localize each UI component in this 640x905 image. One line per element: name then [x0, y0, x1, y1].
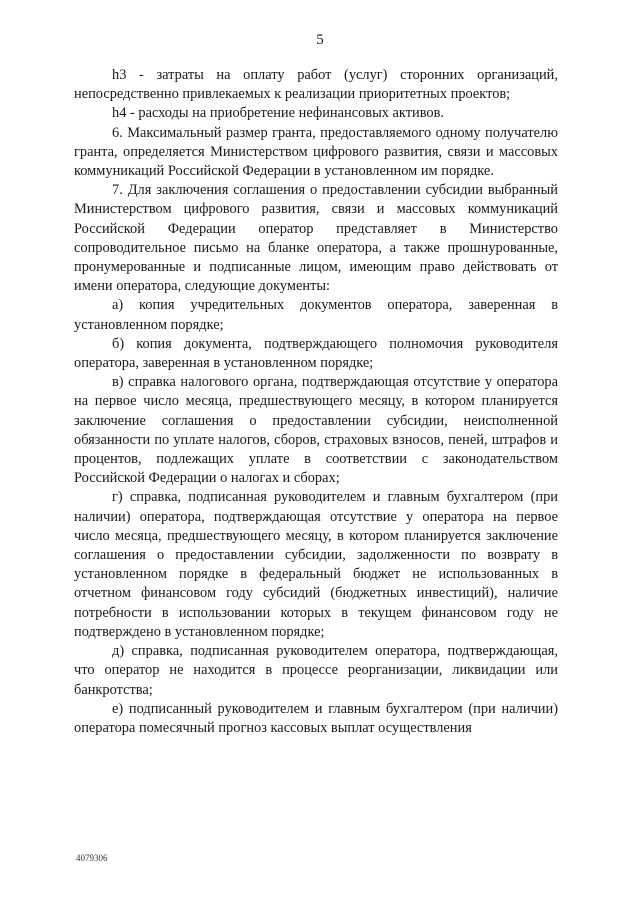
document-body: [74, 66, 558, 738]
list-item-d: д) справка, подписанная руководителем оператора, подтверждающая, что оператор не находится в процессе реорганизации, ликвидации или банкротства;: [74, 643, 558, 698]
paragraph-7: 7. Для заключения соглашения о предоставлении субсидии выбранный Министерством цифрового развития, связи и массовых коммуникаций Российской Федерации оператор представляет в Министерство сопроводительное письмо на бланке оператора, а также прошнурованные, пронумерованные и подписанные лицом, имеющим право действовать от имени оператора, следующие документы:: [74, 182, 558, 295]
list-item-v: в) справка налогового органа, подтверждающая отсутствие у оператора на первое число месяца, предшествующего месяцу, в котором планируется заключение соглашения о предоставлении субсидии, неисполненной обязанности по уплате налогов, сборов, страховых взносов, пеней, штрафов и процентов, подлежащих уплате в соответствии с законодательством Российской Федерации о налогах и сборах;: [74, 374, 558, 487]
paragraph-h3: h3 - затраты на оплату работ (услуг) сторонних организаций, непосредственно привлекаемых к реализации приоритетных проектов;: [74, 67, 558, 103]
list-item-e: е) подписанный руководителем и главным бухгалтером (при наличии) оператора помесячный прогноз кассовых выплат осуществления: [74, 700, 558, 736]
paragraph-h4: h4 - расходы на приобретение нефинансовых активов.: [112, 105, 445, 122]
list-item-b: б) копия документа, подтверждающего полномочия руководителя оператора, заверенная в установленном порядке;: [74, 335, 558, 372]
list-item-g: г) справка, подписанная руководителем и главным бухгалтером (при наличии) оператора, подтверждающая отсутствие у оператора на первое число месяца, предшествующего месяцу, в котором планируется заключение соглашения о предоставлении субсидии, задолженности по возврату в установленном порядке в федеральный бюджет не использованных в отчетном финансовом году субсидий (бюджетных инвестиций), наличие потребности в использовании которых в текущем финансовом году не подтверждено в установленном порядке;: [74, 489, 558, 640]
paragraph-6: 6. Максимальный размер гранта, предоставляемого одному получателю гранта, определяется Министерством цифрового развития, связи и массовых коммуникаций Российской Федерации в установленном им порядке.: [74, 124, 558, 180]
document-code: 4079306: [76, 853, 108, 863]
page-number: 5: [316, 32, 324, 48]
list-item-a: а) копия учредительных документов оператора, заверенная в установленном порядке;: [74, 297, 558, 333]
